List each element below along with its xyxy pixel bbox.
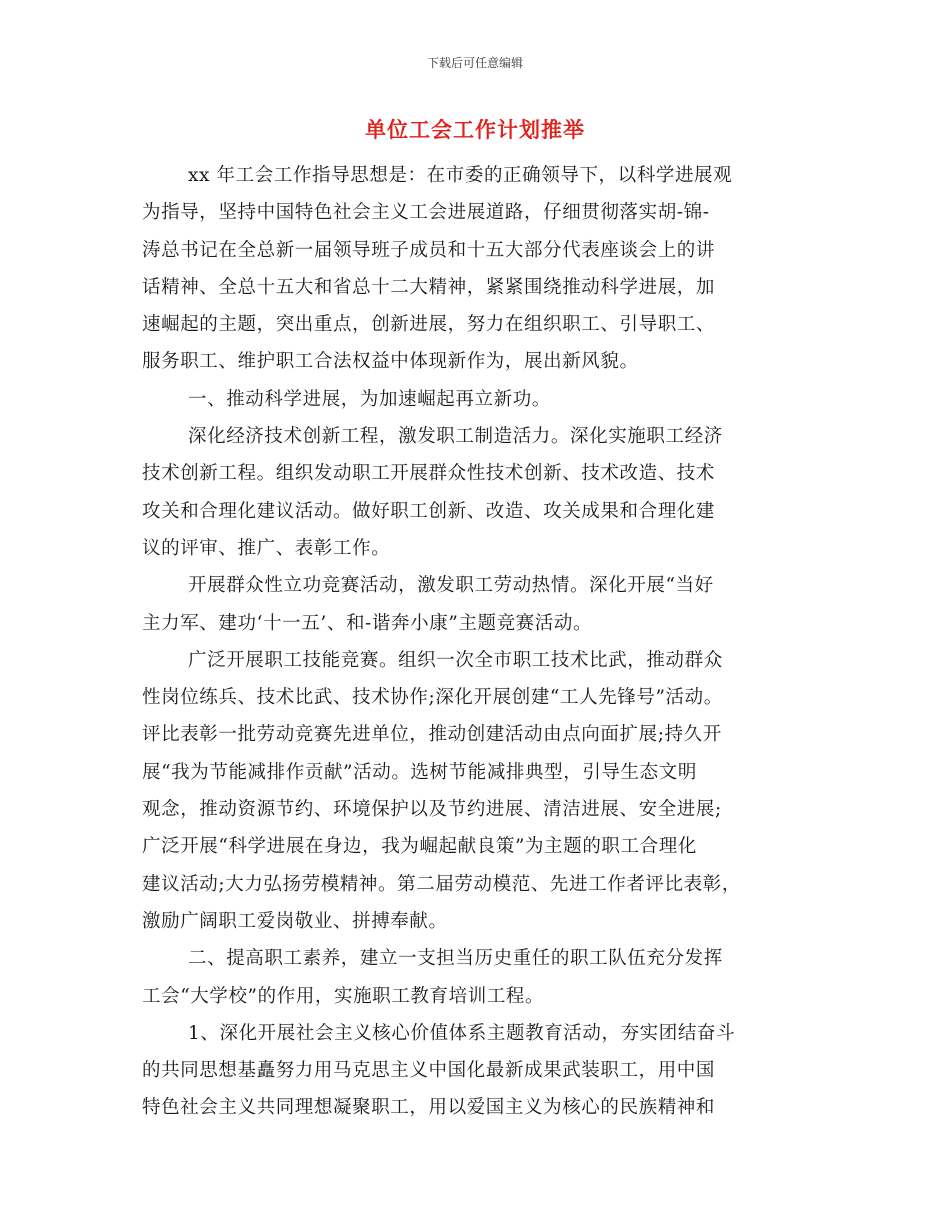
body-line: 攻关和合理化建议活动。做好职工创新、改造、攻关成果和合理化建 bbox=[142, 500, 716, 522]
body-line: 主力军、建功‘十一五’、和-谐奔小康”主题竞赛活动。 bbox=[142, 612, 593, 634]
body-line: 服务职工、维护职工合法权益中体现新作为，展出新风貌。 bbox=[142, 351, 639, 373]
body-line: 激励广阔职工爱岗敬业、拼搏奉献。 bbox=[142, 910, 448, 932]
section-heading: 二、提高职工素养，建立一支担当历史重任的职工队伍充分发挥 bbox=[188, 948, 723, 970]
body-line: 工会“大学校”的作用，实施职工教育培训工程。 bbox=[142, 985, 545, 1007]
page-header-note: 下载后可任意编辑 bbox=[426, 56, 523, 70]
body-line: 建议活动;大力弘扬劳模精神。第二届劳动模范、先进工作者评比表彰， bbox=[142, 873, 741, 895]
body-line: 广泛开展职工技能竞赛。组织一次全市职工技术比武，推动群众 bbox=[188, 649, 723, 671]
body-line: 评比表彰一批劳动竞赛先进单位，推动创建活动由点向面扩展;持久开 bbox=[142, 724, 722, 746]
body-line: 深化经济技术创新工程，激发职工制造活力。深化实施职工经济 bbox=[188, 426, 723, 448]
body-line: 话精神、全总十五大和省总十二大精神，紧紧围绕推动科学进展，加 bbox=[142, 276, 716, 298]
body-line: 性岗位练兵、技术比武、技术协作;深化开展创建“工人先锋号”活动。 bbox=[142, 687, 723, 709]
section-heading: 一、推动科学进展，为加速崛起再立新功。 bbox=[188, 388, 551, 410]
body-line: 议的评审、推广、表彰工作。 bbox=[142, 537, 391, 559]
body-line: 展“我为节能减排作贡献”活动。选树节能减排典型，引导生态文明 bbox=[142, 761, 697, 783]
body-line: 1、深化开展社会主义核心价值体系主题教育活动，夯实团结奋斗 bbox=[188, 1022, 736, 1044]
body-line: 技术创新工程。组织发动职工开展群众性技术创新、技术改造、技术 bbox=[142, 463, 716, 485]
body-line: 的共同思想基矗努力用马克思主义中国化最新成果武装职工，用中国 bbox=[142, 1060, 716, 1082]
body-line: 开展群众性立功竞赛活动，激发职工劳动热情。深化开展“当好 bbox=[188, 575, 714, 597]
body-line: 观念，推动资源节约、环境保护以及节约进展、清洁进展、安全进展; bbox=[142, 799, 722, 821]
body-line: 为指导，坚持中国特色社会主义工会进展道路，仔细贯彻落实胡-锦- bbox=[142, 202, 710, 224]
document-body bbox=[142, 157, 802, 1127]
body-line: 涛总书记在全总新一届领导班子成员和十五大部分代表座谈会上的讲 bbox=[142, 239, 716, 261]
document-title: 单位工会工作计划推举 bbox=[365, 118, 585, 142]
body-line: 广泛开展“科学进展在身边，我为崛起献良策”为主题的职工合理化 bbox=[142, 836, 697, 858]
body-line: xx 年工会工作指导思想是：在市委的正确领导下，以科学进展观 bbox=[188, 165, 733, 186]
body-line: 速崛起的主题，突出重点，创新进展，努力在组织职工、引导职工、 bbox=[142, 314, 716, 336]
body-line: 特色社会主义共同理想凝聚职工，用以爱国主义为核心的民族精神和 bbox=[142, 1097, 716, 1119]
